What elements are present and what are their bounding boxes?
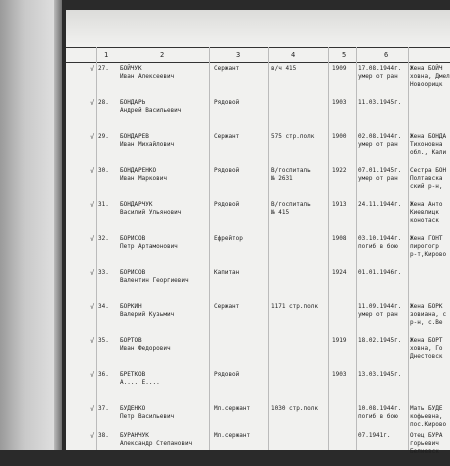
table-row — [66, 133, 450, 167]
row-number: 29. — [98, 133, 109, 140]
given-names: Петр Васильевич — [120, 413, 175, 420]
note-line: Жена БОРК — [410, 303, 443, 310]
surname: БРЕТКОВ — [120, 371, 146, 378]
table-row — [66, 269, 450, 303]
row-number: 38. — [98, 432, 109, 439]
note-line: Жена БОЙЧ — [410, 65, 443, 72]
death-date: 11.03.1945г. — [358, 99, 402, 106]
note-line: Жена Анто — [410, 201, 443, 208]
surname: БОНДАРЬ — [120, 99, 146, 106]
birth-year: 1908 — [332, 235, 347, 242]
surname: БОРИСОВ — [120, 235, 146, 242]
document-page — [66, 10, 450, 455]
death-date: 17.08.1944г. — [358, 65, 402, 72]
note-line: Киевлицк — [410, 209, 439, 216]
table-header — [66, 47, 450, 63]
note-line: Днестовск — [410, 353, 443, 360]
note-line: Отец БУРА — [410, 432, 443, 439]
note-line: ховна, Дмел — [410, 73, 450, 80]
rank: Ефрейтор — [214, 235, 243, 242]
given-names: А.... Е.... — [120, 379, 160, 386]
death-date: 13.03.1945г. — [358, 371, 402, 378]
note-line: Жена БОРТ — [410, 337, 443, 344]
check-mark: √ — [90, 201, 95, 209]
note-line: пос.Кирово — [410, 421, 447, 428]
rank: Рядовой — [214, 99, 240, 106]
note-line: Жена ГОНТ — [410, 235, 443, 242]
surname: БОРТОВ — [120, 337, 142, 344]
unit: В/госпиталь — [271, 201, 311, 208]
note-line: Новоорицк — [410, 81, 443, 88]
note-line: р-т,Кирово — [410, 251, 447, 258]
surname: БОРКИН — [120, 303, 142, 310]
note-line: ховна, Го — [410, 345, 443, 352]
rank: Мл.сержант — [214, 432, 251, 439]
death-date: 07.1941г. — [358, 432, 391, 439]
surname: БУДЕНКО — [120, 405, 146, 412]
death-date: 18.02.1945г. — [358, 337, 402, 344]
note-line: Сестра БОН — [410, 167, 447, 174]
rank: Рядовой — [214, 201, 240, 208]
surname: БУРАНЧУК — [120, 432, 149, 439]
birth-year: 1922 — [332, 167, 347, 174]
rank: Сержант — [214, 65, 240, 72]
birth-year: 1909 — [332, 65, 347, 72]
given-names: Александр Степанович — [120, 440, 193, 447]
check-mark: √ — [90, 133, 95, 141]
header-col-1: 1 — [104, 51, 109, 59]
check-mark: √ — [90, 303, 95, 311]
birth-year: 1903 — [332, 99, 347, 106]
header-col-6: 6 — [384, 51, 389, 59]
death-date: 03.10.1944г. — [358, 235, 402, 242]
table-row — [66, 201, 450, 235]
given-names: Андрей Васильевич — [120, 107, 182, 114]
rank: Сержант — [214, 303, 240, 310]
note-line: Жена БОНДА — [410, 133, 447, 140]
table-row — [66, 235, 450, 269]
birth-year: 1919 — [332, 337, 347, 344]
death-date: 10.08.1944г. — [358, 405, 402, 412]
row-number: 28. — [98, 99, 109, 106]
unit-number: № 2631 — [271, 175, 293, 182]
table-row — [66, 337, 450, 371]
fate: умер от ран — [358, 141, 398, 148]
unit: 575 стр.полк — [271, 133, 315, 140]
check-mark: √ — [90, 371, 95, 379]
table-row — [66, 65, 450, 99]
rank: Рядовой — [214, 167, 240, 174]
birth-year: 1924 — [332, 269, 347, 276]
unit: 1171 стр.полк — [271, 303, 318, 310]
note-line: зовиана, с — [410, 311, 447, 318]
note-line: пирогогр — [410, 243, 439, 250]
given-names: Василий Ульянович — [120, 209, 182, 216]
surname: БОЙЧУК — [120, 65, 142, 72]
check-mark: √ — [90, 65, 95, 73]
note-line: обл., Кали — [410, 149, 447, 156]
birth-year: 1913 — [332, 201, 347, 208]
note-line: Мать БУДЕ — [410, 405, 443, 412]
check-mark: √ — [90, 337, 95, 345]
given-names: Иван Федорович — [120, 345, 171, 352]
check-mark: √ — [90, 405, 95, 413]
table-row — [66, 432, 450, 466]
death-date: 02.08.1944г. — [358, 133, 402, 140]
header-col-2: 2 — [160, 51, 165, 59]
surname: БОНДАРЧУК — [120, 201, 153, 208]
given-names: Петр Артамонович — [120, 243, 178, 250]
surname: БОРИСОВ — [120, 269, 146, 276]
note-line: ский р-н, — [410, 183, 443, 190]
note-line: Тихоновна — [410, 141, 443, 148]
note-line: конотаск — [410, 217, 439, 224]
row-number: 32. — [98, 235, 109, 242]
table-row — [66, 167, 450, 201]
fate: умер от ран — [358, 175, 398, 182]
unit: 1030 стр.полк — [271, 405, 318, 412]
unit: в/ч 415 — [271, 65, 297, 72]
header-col-4: 4 — [291, 51, 296, 59]
table-row — [66, 99, 450, 133]
rank: Рядовой — [214, 371, 240, 378]
page-top-shadow — [66, 10, 450, 46]
row-number: 31. — [98, 201, 109, 208]
header-col-5: 5 — [342, 51, 347, 59]
surname: БОНДАРЕВ — [120, 133, 149, 140]
row-number: 33. — [98, 269, 109, 276]
rank: Мл.сержант — [214, 405, 251, 412]
check-mark: √ — [90, 432, 95, 440]
check-mark: √ — [90, 167, 95, 175]
unit-number: № 415 — [271, 209, 290, 216]
unit: В/госпиталь — [271, 167, 311, 174]
death-date: 11.09.1944г. — [358, 303, 402, 310]
note-line: Полтавска — [410, 175, 443, 182]
row-number: 36. — [98, 371, 109, 378]
note-line: р-н, с.Ве — [410, 319, 443, 326]
header-col-3: 3 — [236, 51, 241, 59]
given-names: Иван Алексеевич — [120, 73, 175, 80]
birth-year: 1903 — [332, 371, 347, 378]
binder-edge — [54, 0, 62, 450]
row-number: 30. — [98, 167, 109, 174]
row-number: 35. — [98, 337, 109, 344]
note-line: Белиевск — [410, 448, 439, 455]
death-date: 24.11.1944г. — [358, 201, 402, 208]
check-mark: √ — [90, 235, 95, 243]
rank: Капитан — [214, 269, 240, 276]
note-line: кофьевна, — [410, 413, 443, 420]
given-names: Валерий Кузьмич — [120, 311, 175, 318]
check-mark: √ — [90, 269, 95, 277]
fate: умер от ран — [358, 73, 398, 80]
fate: погиб в бою — [358, 243, 398, 250]
table-row — [66, 303, 450, 337]
given-names: Валентин Георгиевич — [120, 277, 189, 284]
death-date: 01.01.1946г. — [358, 269, 402, 276]
check-mark: √ — [90, 99, 95, 107]
note-line: горьевич — [410, 440, 439, 447]
surname: БОНДАРЕНКО — [120, 167, 157, 174]
fate: погиб в бою — [358, 413, 398, 420]
binder-spine — [0, 0, 62, 450]
given-names: Иван Михайлович — [120, 141, 175, 148]
rank: Сержант — [214, 133, 240, 140]
row-number: 37. — [98, 405, 109, 412]
row-number: 34. — [98, 303, 109, 310]
death-date: 07.01.1945г. — [358, 167, 402, 174]
birth-year: 1900 — [332, 133, 347, 140]
fate: умер от ран — [358, 311, 398, 318]
given-names: Иван Маркович — [120, 175, 167, 182]
table-row — [66, 371, 450, 405]
row-number: 27. — [98, 65, 109, 72]
